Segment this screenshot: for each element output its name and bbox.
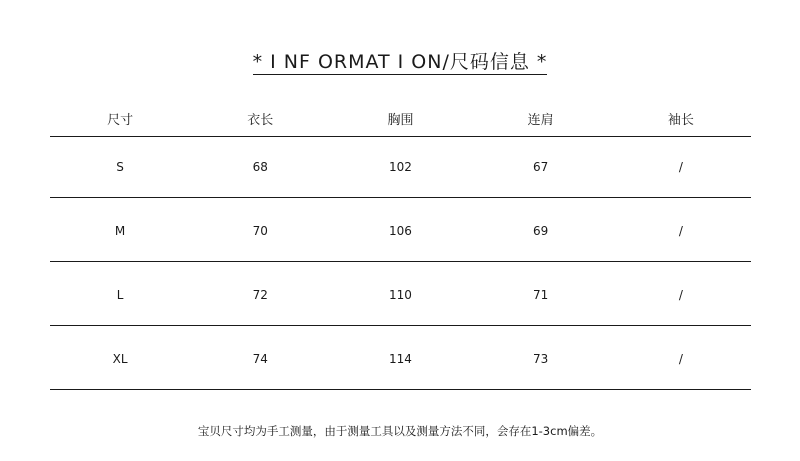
cell-sleeve: / bbox=[678, 288, 683, 302]
header-size: 尺寸 bbox=[107, 113, 134, 128]
cell-sleeve: / bbox=[678, 352, 683, 366]
cell-shoulder: 69 bbox=[533, 224, 549, 238]
cell-chest: 102 bbox=[389, 160, 412, 174]
cell-size: XL bbox=[112, 352, 128, 366]
cell-size: S bbox=[116, 160, 124, 174]
cell-length: 74 bbox=[252, 352, 268, 366]
table-row bbox=[50, 326, 751, 390]
cell-shoulder: 71 bbox=[533, 288, 549, 302]
cell-length: 70 bbox=[252, 224, 268, 238]
table-row bbox=[50, 137, 751, 198]
cell-length: 72 bbox=[252, 288, 268, 302]
size-table bbox=[50, 106, 751, 390]
cell-chest: 110 bbox=[389, 288, 412, 302]
cell-chest: 114 bbox=[389, 352, 412, 366]
cell-size: M bbox=[114, 224, 126, 238]
table-row bbox=[50, 198, 751, 262]
table-header-row bbox=[50, 106, 751, 137]
cell-sleeve: / bbox=[678, 224, 683, 238]
header-length: 衣长 bbox=[247, 113, 274, 128]
table-row bbox=[50, 262, 751, 326]
cell-size: L bbox=[116, 288, 124, 302]
cell-chest: 106 bbox=[389, 224, 412, 238]
cell-shoulder: 73 bbox=[533, 352, 549, 366]
cell-shoulder: 67 bbox=[533, 160, 549, 174]
cell-sleeve: / bbox=[678, 160, 683, 174]
measurement-note: 宝贝尺寸均为手工测量，由于测量工具以及测量方法不同，会存在1-3cm偏差。 bbox=[197, 424, 603, 438]
header-shoulder: 连肩 bbox=[527, 113, 554, 128]
cell-length: 68 bbox=[252, 160, 268, 174]
header-chest: 胸围 bbox=[387, 113, 414, 128]
header-sleeve: 袖长 bbox=[667, 113, 694, 128]
size-info-title: * I NF ORMAT I ON/尺码信息 * bbox=[252, 51, 548, 73]
